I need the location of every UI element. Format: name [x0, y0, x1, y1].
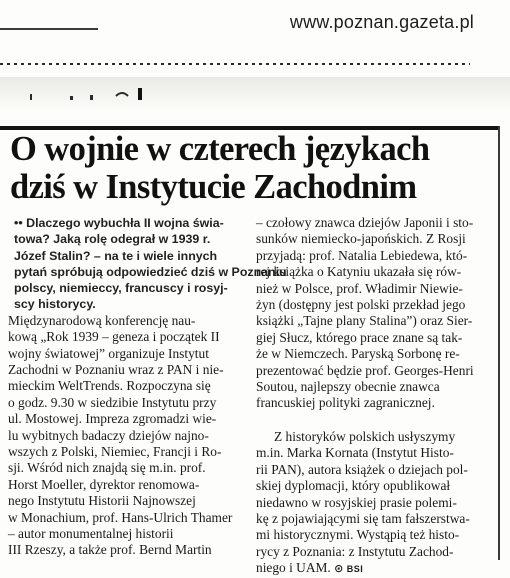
- body-line: w Monachium, prof. Hans-Ulrich Thamer: [8, 509, 233, 525]
- article-column-right: [256, 215, 492, 578]
- body-line: giej Słucz, którego prace znane są tak-: [256, 329, 463, 345]
- body-line: niedawno w rosyjskiej prasie polemi-: [256, 494, 457, 510]
- top-rule: [0, 28, 98, 30]
- article-lead: [8, 215, 287, 313]
- body-line: Soutou, najlepszy obecnie znawca: [256, 379, 440, 395]
- lead-line: scy historycy.: [14, 297, 96, 312]
- headline-line-2: dziś w Instytucie Zachodnim: [10, 168, 417, 206]
- body-line: francuskiej polityki zagranicznej.: [256, 395, 435, 411]
- end-mark-icon: ⊙: [334, 563, 344, 576]
- body-line: skiej dyplomacji, który opublikował: [256, 478, 451, 494]
- body-last-line: [256, 560, 492, 577]
- article-right-border: [498, 126, 500, 560]
- lead-line: towa? Jaką rolę odegrał w 1939 r.: [14, 232, 211, 247]
- body-line: przyjadą: prof. Natalia Lebiedewa, któ-: [256, 247, 468, 263]
- body-line: nego Instytutu Historii Najnowszej: [8, 493, 196, 509]
- body-line: prezentować będzie prof. Georges-Henri: [256, 362, 474, 378]
- author-signature: BSI: [346, 564, 364, 575]
- cut-headline-fragment: [30, 80, 200, 100]
- body-line: ul. Mostowej. Impreza zgromadzi wie-: [8, 411, 217, 427]
- body-line: wszych z Polski, Niemiec, Francji i Ro-: [8, 444, 222, 460]
- lead-line: •• Dlaczego wybuchła II wojna świa-: [14, 216, 224, 230]
- body-line: kową „Rok 1939 – geneza i początek II: [8, 329, 220, 345]
- headline-line-1: O wojnie w czterech językach: [10, 130, 430, 168]
- lead-line: polscy, niemieccy, francuscy i rosyj-: [14, 281, 228, 296]
- body-line: m.in. Marka Kornata (Instytut Histo-: [256, 445, 454, 461]
- body-line: rej książka o Katyniu ukazała się rów-: [256, 264, 462, 280]
- body-line: mieckim WeltTrends. Rozpoczyna się: [8, 378, 211, 394]
- body-line: Horst Moeller, dyrektor renomowa-: [8, 476, 200, 492]
- body-line: lu wybitnych badaczy dziejów najno-: [8, 427, 209, 443]
- body-line: wojny światowej” organizuje Instytut: [8, 345, 209, 361]
- body-line: o godz. 9.30 w siedzibie Instytutu przy: [8, 394, 217, 410]
- body-line: Zachodni w Poznaniu wraz z PAN i nie-: [8, 362, 224, 377]
- body-line: – czołowy znawca dziejów Japonii i sto-: [256, 215, 474, 230]
- body-line: Międzynarodową konferencję nau-: [8, 312, 196, 328]
- last-line-text: niego i UAM.: [256, 560, 331, 576]
- article-column-left: [8, 215, 287, 559]
- body-line: książki „Tajne plany Stalina”) oraz Sier-: [256, 313, 473, 329]
- body-line: rycy z Poznania: z Instytutu Zachod-: [256, 543, 454, 559]
- article-headline: [10, 130, 496, 206]
- body-line: Z historyków polskich usłyszymy: [274, 428, 456, 444]
- body-line: sunków niemiecko-japońskich. Z Rosji: [256, 231, 466, 247]
- body-line: kę z pojawiającymi się tam fałszerstwa-: [256, 510, 470, 526]
- body-line: że w Niemczech. Paryską Sorbonę re-: [256, 346, 460, 362]
- body-line: żyn (dostępny jest polski przekład jego: [256, 297, 466, 313]
- source-url: www.poznan.gazeta.pl: [289, 12, 474, 32]
- dashed-rule: [0, 63, 470, 65]
- lead-line: Józef Stalin? – na te i wiele innych: [14, 248, 218, 263]
- body-line: sji. Wśród nich znajdą się m.in. prof.: [8, 460, 206, 476]
- body-line: mi historycznymi. Wystąpią też histo-: [256, 527, 460, 543]
- body-line: nież w Polsce, prof. Władimir Niewie-: [256, 280, 463, 296]
- lead-line: pytań spróbują odpowiedzieć dziś w Poznaniu: [14, 264, 287, 279]
- body-line: – autor monumentalnej historii: [8, 526, 174, 542]
- body-line: III Rzeszy, a także prof. Bernd Martin: [8, 542, 212, 558]
- body-line: rii PAN), autora książek o dziejach pol-: [256, 461, 468, 477]
- article-body-left: [8, 313, 241, 559]
- paragraph-gap: [256, 412, 492, 429]
